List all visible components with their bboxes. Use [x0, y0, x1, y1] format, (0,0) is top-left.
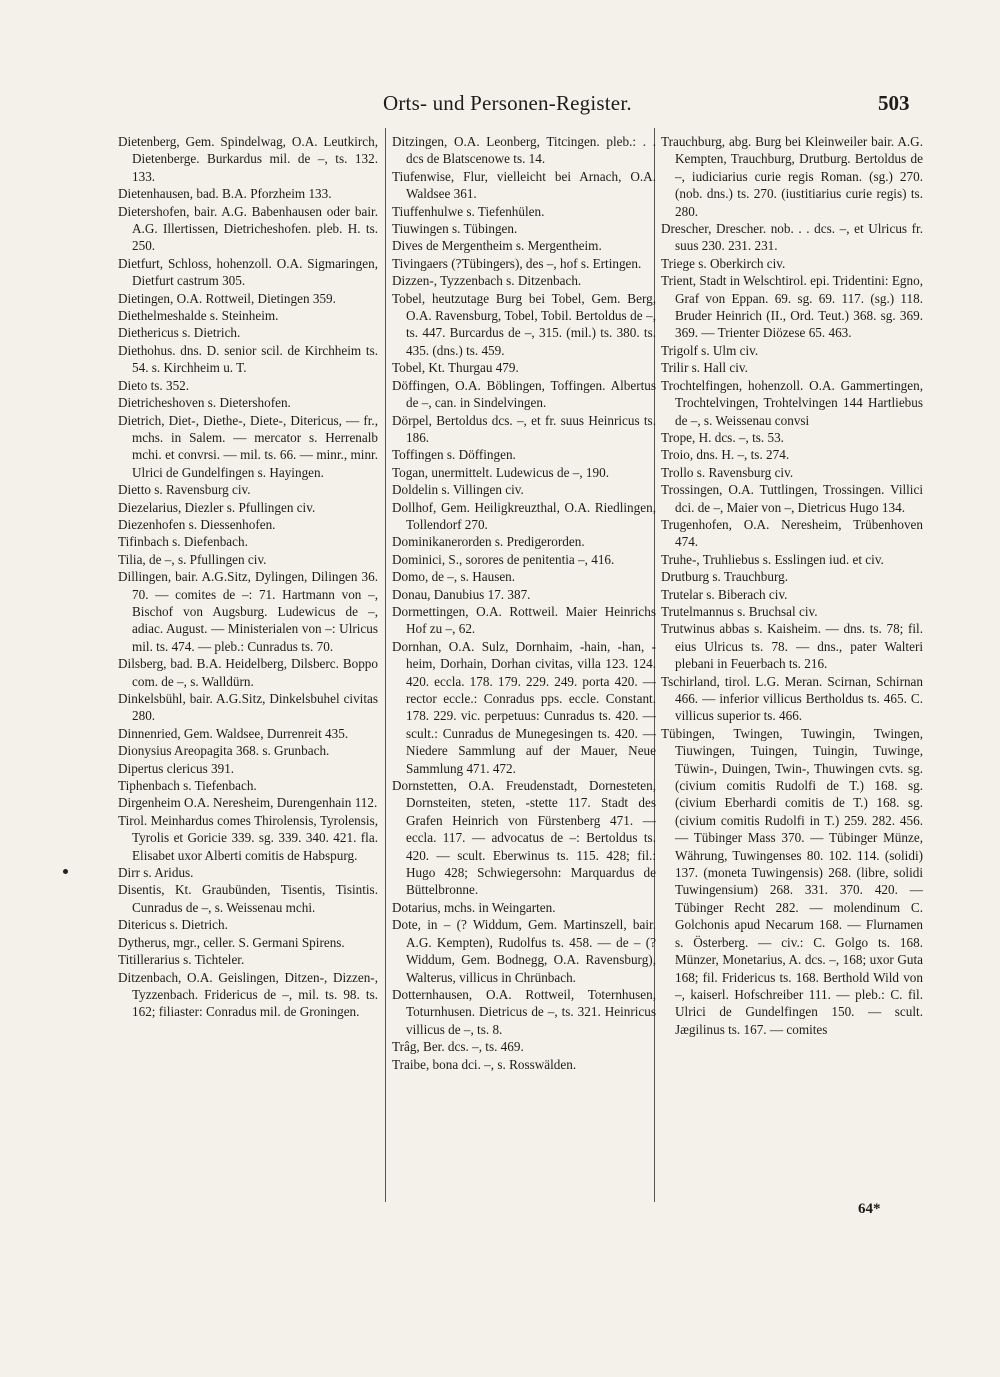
page-header-title: Orts- und Personen-Register.	[383, 91, 632, 115]
register-entry: Trient, Stadt in Welschtirol. epi. Tridentini: Egno, Graf von Eppan. 69. sg. 69. 117. (sg.) 118. Bruder Heinrich (II., Ord. Teut.) 368. sg. 369. 369. — Trienter Diözese 65. 463.	[661, 273, 923, 341]
register-entry: Domo, de –, s. Hausen.	[392, 569, 516, 585]
register-entry: Tilia, de –, s. Pfullingen civ.	[118, 551, 267, 567]
register-entry: Tivingaers (?Tübingers), des –, hof s. Ertingen.	[392, 255, 642, 271]
signature-mark: 64*	[858, 1201, 881, 1217]
register-entry: Diethericus s. Dietrich.	[118, 325, 241, 341]
register-entry: Dornhan, O.A. Sulz, Dornhaim, -hain, -han, -heim, Dorhain, Dorhan civitas, villa 123. 124. 420. eccla. 178. 179. 229. 249. porta 420. — rector eccle.: Conradus pps. eccle. Constant. 178. 229. vic. perpetuus: Cunradus ts. 420. — scult.: Cunradus de Munegesingen ts. 420. — Niedere Sammlung auf der Mauer, Neue Sammlung 471. 472.	[392, 638, 656, 776]
register-entry: Dinnenried, Gem. Waldsee, Durrenreit 435.	[118, 725, 349, 741]
register-entry: Tobel, Kt. Thurgau 479.	[392, 360, 519, 376]
register-entry: Tiuwingen s. Tübingen.	[392, 221, 518, 237]
register-entry: Dirr s. Aridus.	[118, 865, 194, 881]
register-entry: Drescher, Drescher. nob. . . dcs. –, et Ulricus fr. suus 230. 231. 231.	[661, 221, 923, 254]
register-entry: Dörpel, Bertoldus dcs. –, et fr. suus Heinricus ts. 186.	[392, 412, 656, 445]
register-entry: Tschirland, tirol. L.G. Meran. Scirnan, Schirnan 466. — inferior villicus Bertholdus ts. 465. C. villicus superior ts. 466.	[661, 673, 923, 724]
register-entry: Trochtelfingen, hohenzoll. O.A. Gammertingen, Trochtelvingen, Trohtelvingen 144 Hartliebus de –, s. Weissenau convsi	[661, 377, 923, 428]
register-entry: Toffingen s. Döffingen.	[392, 447, 516, 463]
register-entry: Trilir s. Hall civ.	[661, 360, 748, 376]
register-entry: Trâg, Ber. dcs. –, ts. 469.	[392, 1039, 524, 1055]
register-entry: Ditericus s. Dietrich.	[118, 917, 228, 933]
register-entry: Ditzingen, O.A. Leonberg, Titcingen. pleb.: . . dcs de Blatscenowe ts. 14.	[392, 134, 656, 167]
register-entry: Tübingen, Twingen, Tuwingin, Twingen, Tiuwingen, Tuingen, Tuingin, Tuwinge, Tüwin-, Duingen, Twin-, Thuwingen cvts. sg. (civium comitis Rudolfi de T.) 168. sg. (civium Eberhardi comitis de T.) 168. sg. (civium comitis Rudolfi in T.) 259. 282. 456. — Tübinger Mass 370. — Tübinger Münze, Währung, Tuwingenses 80. 102. 114. (solidi) 137. (moneta Tuwingensis) 268. (libre, solidi Tuwingensium) 268. 331. 370. 420. — Tübinger Recht 282. — molendinum C. Golchonis apud Necarum 168. — Flurnamen s. Österberg. — civ.: C. Golgo ts. 168. Münzer, Monetarius, A. dcs. –, 168; uxor Guta 168; fil. Fridericus ts. 168. Berthold Wild von –, kaiserl. Hofschreiber 111. — pleb.: C. fil. Ulrici de Gundelfingen 150. — scult. Jægilinus ts. 167. — comites	[661, 725, 923, 1037]
register-entry: Diezenhofen s. Diessenhofen.	[118, 516, 276, 532]
column-divider	[385, 128, 386, 1202]
register-entry: Dives de Mergentheim s. Mergentheim.	[392, 238, 602, 254]
register-entry: Dietto s. Ravensburg civ.	[118, 482, 251, 498]
register-entry: Donau, Danubius 17. 387.	[392, 586, 531, 602]
register-entry: Dominici, S., sorores de penitentia –, 416.	[392, 551, 615, 567]
register-entry: Trutelar s. Biberach civ.	[661, 586, 788, 602]
register-entry: Dieto ts. 352.	[118, 377, 190, 393]
register-entry: Dornstetten, O.A. Freudenstadt, Dornesteten, Dornsteiten, steten, -stette 117. Stadt des Grafen Heinrich von Fürstenberg 471. — eccla. 117. — advocatus de –: Bertoldus ts. 420. — scult. Eberwinus ts. 115. 428; fil.: Hugo 428; Schwiegersohn: Marquardus de Büttelbronne.	[392, 778, 656, 898]
register-entry: Troio, dns. H. –, ts. 274.	[661, 447, 790, 463]
register-entry: Dominikanerorden s. Predigerorden.	[392, 534, 585, 550]
register-entry: Dietricheshoven s. Dietershofen.	[118, 395, 291, 411]
register-entry: Trauchburg, abg. Burg bei Kleinweiler bair. A.G. Kempten, Trauchburg, Drutburg. Bertoldus de –, iudiciarius curie regis Roman. (sg.) 270. (nob. dns.) ts. 270. (iustitiarius curie regis) ts. 280.	[661, 134, 923, 219]
register-entry: Dytherus, mgr., celler. S. Germani Spirens.	[118, 934, 345, 950]
register-entry: Dinkelsbühl, bair. A.G.Sitz, Dinkelsbuhel civitas 280.	[118, 691, 378, 724]
register-entry: Dilsberg, bad. B.A. Heidelberg, Dilsberc. Boppo com. de –, s. Walldürn.	[118, 656, 378, 689]
register-entry: Trope, H. dcs. –, ts. 53.	[661, 429, 784, 445]
register-entry: Tobel, heutzutage Burg bei Tobel, Gem. Berg, O.A. Ravensburg, Tobel, Tobil. Bertoldus de –, ts. 447. Burcardus de –, 315. (mil.) ts. 380. ts. 435. (dns.) ts. 459.	[392, 290, 656, 358]
register-entry: Triege s. Oberkirch civ.	[661, 255, 786, 271]
register-entry: Drutburg s. Trauchburg.	[661, 569, 788, 585]
register-column-3	[661, 133, 923, 1038]
register-entry: Titillerarius s. Tichteler.	[118, 952, 245, 968]
register-entry: Dietfurt, Schloss, hohenzoll. O.A. Sigmaringen, Dietfurt castrum 305.	[118, 255, 378, 289]
register-entry: Diethohus. dns. D. senior scil. de Kirchheim ts. 54. s. Kirchheim u. T.	[118, 342, 378, 376]
register-entry: Dollhof, Gem. Heiligkreuzthal, O.A. Riedlingen, Tollendorf 270.	[392, 499, 656, 532]
register-entry: Dietershofen, bair. A.G. Babenhausen oder bair. A.G. Illertissen, Dietricheshofen. pleb. H. ts. 250.	[118, 203, 378, 254]
register-entry: Dionysius Areopagita 368. s. Grunbach.	[118, 743, 330, 759]
register-entry: Trollo s. Ravensburg civ.	[661, 464, 794, 480]
register-entry: Trutelmannus s. Bruchsal civ.	[661, 603, 818, 619]
register-entry: Ditzenbach, O.A. Geislingen, Ditzen-, Dizzen-, Tyzzenbach. Fridericus de –, mil. ts. 98. ts. 162; filiaster: Conradus mil. de Groningen.	[118, 969, 378, 1020]
register-column-1	[118, 133, 378, 1021]
register-entry: Dietenberg, Gem. Spindelwag, O.A. Leutkirch, Dietenberge. Burkardus mil. de –, ts. 132. 133.	[118, 134, 378, 184]
register-entry: Tiuffenhulwe s. Tiefenhülen.	[392, 203, 545, 219]
register-entry: Truhe-, Truhliebus s. Esslingen iud. et civ.	[661, 551, 884, 567]
register-entry: Togan, unermittelt. Ludewicus de –, 190.	[392, 464, 609, 480]
register-entry: Dormettingen, O.A. Rottweil. Maier Heinrichs Hof zu –, 62.	[392, 603, 656, 637]
register-column-2	[392, 133, 656, 1073]
page-number: 503	[878, 91, 910, 115]
register-entry: Traibe, bona dci. –, s. Rosswälden.	[392, 1056, 577, 1072]
register-entry: Döffingen, O.A. Böblingen, Toffingen. Albertus de –, can. in Sindelvingen.	[392, 377, 656, 411]
register-entry: Disentis, Kt. Graubünden, Tisentis, Tisintis. Cunradus de –, s. Weissenau mchi.	[118, 882, 378, 915]
register-entry: Dirgenheim O.A. Neresheim, Durengenhain 112.	[118, 795, 378, 811]
register-entry: Trossingen, O.A. Tuttlingen, Trossingen. Villici dci. de –, Maier von –, Dietricus Hugo 134.	[661, 482, 923, 515]
register-entry: Dizzen-, Tyzzenbach s. Ditzenbach.	[392, 273, 582, 289]
register-entry: Diethelmeshalde s. Steinheim.	[118, 308, 279, 324]
register-entry: Dipertus clericus 391.	[118, 760, 235, 776]
register-entry: Diezelarius, Diezler s. Pfullingen civ.	[118, 499, 316, 515]
register-entry: Doldelin s. Villingen civ.	[392, 482, 524, 498]
register-entry: Dote, in – (? Widdum, Gem. Martinszell, bair. A.G. Kempten), Rudolfus ts. 458. — de – (? Widdum, Gem. Bodnegg, O.A. Ravensburg), Walterus, villicus in Chrünbach.	[392, 917, 656, 985]
register-entry: Dietingen, O.A. Rottweil, Dietingen 359.	[118, 290, 336, 306]
register-entry: Tifinbach s. Diefenbach.	[118, 534, 248, 550]
register-entry: Tiphenbach s. Tiefenbach.	[118, 778, 257, 794]
register-entry: Dillingen, bair. A.G.Sitz, Dylingen, Dilingen 36. 70. — comites de –: 71. Hartmann von –, Bischof von Augsburg. Ludewicus de –, adiac. August. — Ministerialen von –: Ulricus mil. ts. 474. — pleb.: Cunradus ts. 70.	[118, 569, 378, 654]
register-entry: Tiufenwise, Flur, vielleicht bei Arnach, O.A. Waldsee 361.	[392, 168, 656, 202]
margin-mark	[63, 869, 68, 874]
register-entry: Dotternhausen, O.A. Rottweil, Toternhusen, Toturnhusen. Dietricus de –, ts. 321. Heinricus villicus de –, ts. 8.	[392, 986, 656, 1037]
register-entry: Trutwinus abbas s. Kaisheim. — dns. ts. 78; fil. eius Ulricus ts. 78. — dns., pater Walteri plebani in Feuerbach ts. 216.	[661, 621, 923, 672]
register-entry: Tirol. Meinhardus comes Thirolensis, Tyrolensis, Tyrolis et Goricie 339. sg. 339. 340. 421. fla. Elisabet uxor Alberti comitis de Habspurg.	[118, 812, 378, 863]
register-entry: Dietenhausen, bad. B.A. Pforzheim 133.	[118, 186, 332, 202]
register-entry: Dotarius, mchs. in Weingarten.	[392, 899, 556, 915]
register-entry: Dietrich, Diet-, Diethe-, Diete-, Ditericus, — fr., mchs. in Salem. — mercator s. Herrenalb mchi. et convrsi. — mil. ts. 66. — minr., minr. Ulrici de Gundelfingen s. Hayingen.	[118, 412, 378, 480]
register-entry: Trigolf s. Ulm civ.	[661, 342, 759, 358]
register-entry: Trugenhofen, O.A. Neresheim, Trübenhoven 474.	[661, 516, 923, 550]
